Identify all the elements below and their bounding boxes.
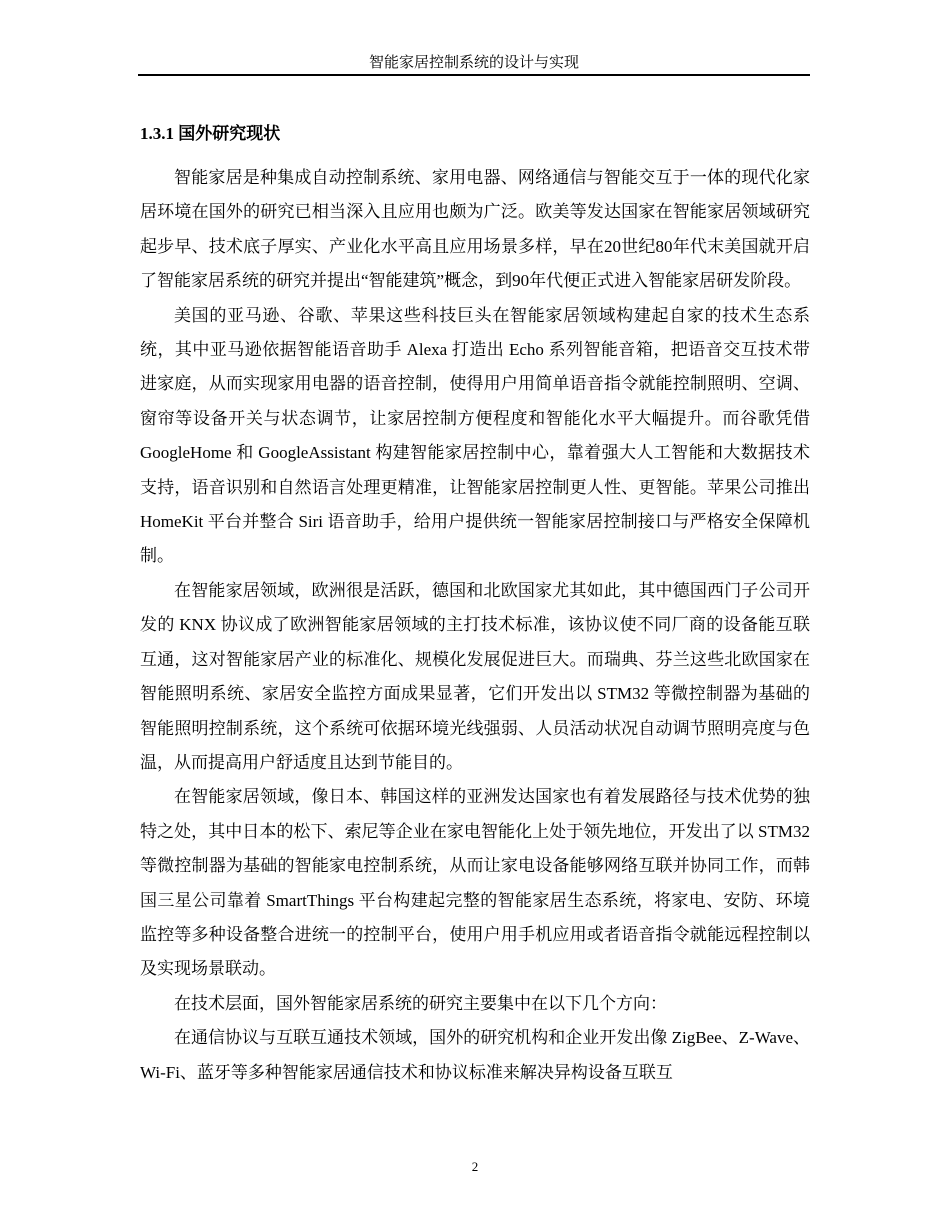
page-number: 2 bbox=[471, 1159, 479, 1174]
paragraph: 在智能家居领域，像日本、韩国这样的亚洲发达国家也有着发展路径与技术优势的独特之处，其中日本的松下、索尼等企业在家电智能化上处于领先地位，开发出了以 STM32 等微控制器为基础的智能家电控制系统，从而让家电设备能够网络互联并协同工作，而韩国三星公司靠着 SmartThings 平台构建起完整的智能家居生态系统，将家电、安防、环境监控等多种设备整合进统一的控制平台，使用户用手机应用或者语音指令就能远程控制以及实现场景联动。 bbox=[140, 787, 810, 979]
body-text bbox=[140, 161, 810, 1090]
paragraph: 智能家居是种集成自动控制系统、家用电器、网络通信与智能交互于一体的现代化家居环境在国外的研究已相当深入且应用也颇为广泛。欧美等发达国家在智能家居领域研究起步早、技术底子厚实、产业化水平高且应用场景多样，早在20世纪80年代末美国就开启了智能家居系统的研究并提出“智能建筑”概念，到90年代便正式进入智能家居研发阶段。 bbox=[140, 168, 810, 291]
paragraph: 在智能家居领域，欧洲很是活跃，德国和北欧国家尤其如此，其中德国西门子公司开发的 KNX 协议成了欧洲智能家居领域的主打技术标准，该协议使不同厂商的设备能互联互通，这对智能家居产业的标准化、规模化发展促进巨大。而瑞典、芬兰这些北欧国家在智能照明系统、家居安全监控方面成果显著，它们开发出以 STM32 等微控制器为基础的智能照明控制系统，这个系统可依据环境光线强弱、人员活动状况自动调节照明亮度与色温，从而提高用户舒适度且达到节能目的。 bbox=[140, 580, 810, 772]
paragraph: 在技术层面，国外智能家居系统的研究主要集中在以下几个方向： bbox=[174, 993, 667, 1013]
paragraph: 美国的亚马逊、谷歌、苹果这些科技巨头在智能家居领域构建起自家的技术生态系统，其中亚马逊依据智能语音助手 Alexa 打造出 Echo 系列智能音箱，把语音交互技术带进家庭，从而实现家用电器的语音控制，使得用户用简单语音指令就能控制照明、空调、窗帘等设备开关与状态调节，让家居控制方便程度和智能化水平大幅提升。而谷歌凭借 GoogleHome 和 GoogleAssistant 构建智能家居控制中心，靠着强大人工智能和大数据技术支持，语音识别和自然语言处理更精准，让智能家居控制更人性、更智能。苹果公司推出 HomeKit 平台并整合 Siri 语音助手，给用户提供统一智能家居控制接口与严格安全保障机制。 bbox=[140, 305, 810, 566]
section-heading: 1.3.1 国外研究现状 bbox=[140, 124, 281, 143]
running-header: 智能家居控制系统的设计与实现 bbox=[368, 55, 579, 71]
header-rule bbox=[138, 74, 810, 76]
paragraph: 在通信协议与互联互通技术领域，国外的研究机构和企业开发出像 ZigBee、Z-Wave、Wi-Fi、蓝牙等多种智能家居通信技术和协议标准来解决异构设备互联互 bbox=[140, 1028, 810, 1082]
